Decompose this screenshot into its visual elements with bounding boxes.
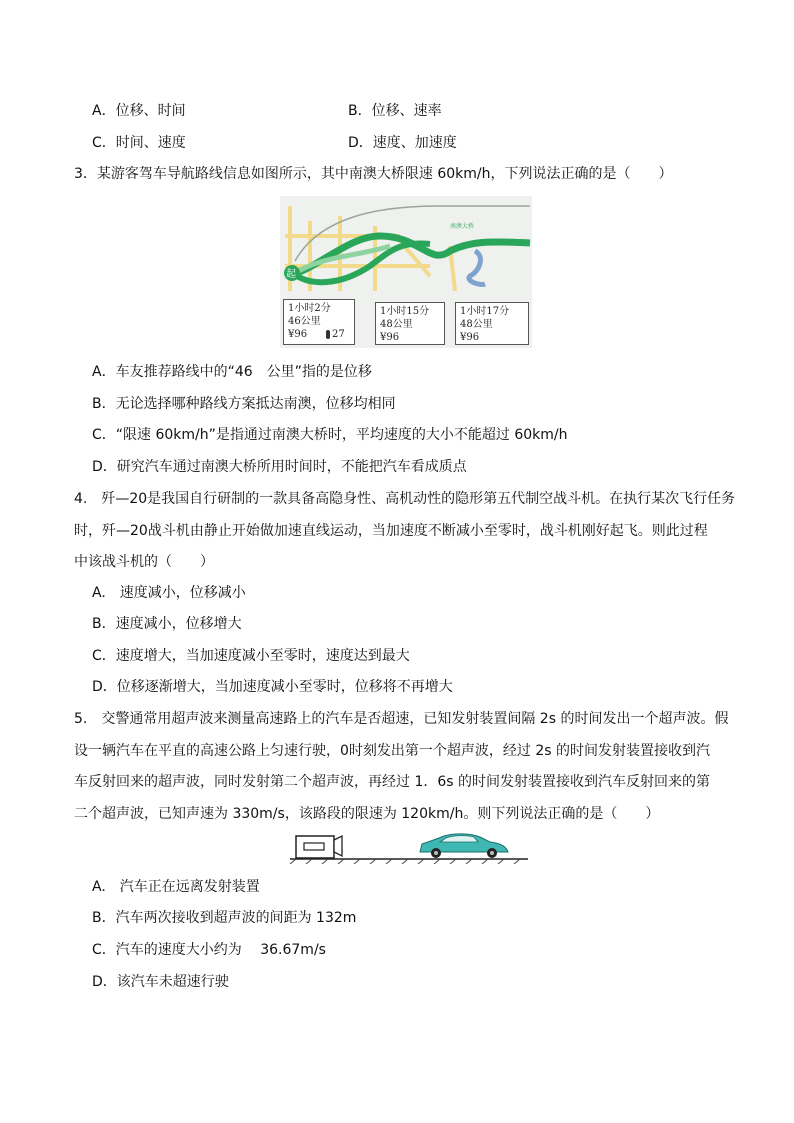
route-1-cost: ¥96 [288, 329, 308, 340]
route-card-2 [375, 302, 445, 345]
q4-option-c: C．速度增大，当加速度减小至零时，速度达到最大 [92, 648, 410, 664]
q2-option-c: C．时间、速度 [92, 135, 186, 151]
q5-stem-line-2: 设一辆汽车在平直的高速公路上匀速行驶，0时刻发出第一个超声波，经过 2s 的时间发射装置接收到汽 [74, 743, 711, 759]
q4-option-b: B．速度减小，位移增大 [92, 616, 242, 632]
q2-option-a: A．位移、时间 [92, 103, 186, 119]
q4-stem-line-3: 中该战斗机的（ ） [74, 554, 214, 570]
q5-option-b: B．汽车两次接收到超声波的间距为 132m [92, 910, 357, 926]
q5-stem-line-4: 二个超声波，已知声速为 330m/s，该路段的限速为 120km/h。则下列说法正确的是（ ） [74, 806, 660, 822]
route-1-time: 1小时2分 [288, 303, 331, 314]
q4-stem-line-1: 4. 歼—20是我国自行研制的一款具备高隐身性、高机动性的隐形第五代制空战斗机。在执行某次飞行任务 [74, 491, 736, 507]
route-3-time: 1小时17分 [460, 306, 510, 317]
q5-stem-line-1: 5. 交警通常用超声波来测量高速路上的汽车是否超速，已知发射装置间隔 2s 的时间发出一个超声波。假 [74, 711, 729, 727]
route-2-distance: 48公里 [380, 319, 413, 330]
bridge-label: 南澳大桥 [450, 223, 475, 230]
route-1-lights: 27 [332, 329, 345, 340]
route-3-cost: ¥96 [460, 332, 480, 343]
q2-option-d: D．速度、加速度 [348, 135, 457, 151]
q5-option-d: D．该汽车未超速行驶 [92, 974, 229, 990]
ultrasonic-car-figure [288, 828, 530, 864]
q2-option-b: B．位移、速率 [348, 103, 442, 119]
q5-option-c: C．汽车的速度大小约为 36.67m/s [92, 942, 326, 958]
traffic-light-icon [326, 330, 330, 339]
q5-option-a: A. 汽车正在远离发射装置 [92, 879, 260, 895]
route-3-distance: 48公里 [460, 319, 493, 330]
q3-stem: 3．某游客驾车导航路线信息如图所示，其中南澳大桥限速 60km/h，下列说法正确的是（ ） [74, 166, 673, 182]
route-2-cost: ¥96 [380, 332, 400, 343]
navigation-map-figure [280, 196, 532, 348]
q3-option-c: C．“限速 60km/h”是指通过南澳大桥时，平均速度的大小不能超过 60km/h [92, 427, 568, 443]
q3-option-b: B．无论选择哪种路线方案抵达南澳，位移均相同 [92, 396, 396, 412]
route-2-time: 1小时15分 [380, 306, 430, 317]
emitter-device-icon [296, 836, 342, 858]
route-card-1 [283, 299, 355, 345]
start-label: 起 [286, 269, 296, 280]
route-card-3 [455, 302, 529, 345]
q3-option-a: A．车友推荐路线中的“46 公里”指的是位移 [92, 364, 372, 380]
q4-option-a: A. 速度减小，位移减小 [92, 585, 246, 601]
route-1-distance: 46公里 [288, 316, 321, 327]
car-icon [420, 834, 508, 858]
q5-stem-line-3: 车反射回来的超声波，同时发射第二个超声波，再经过 1．6s 的时间发射装置接收到汽车反射回来的第 [74, 774, 711, 790]
ultrasonic-car-drawing [288, 828, 530, 864]
q4-option-d: D．位移逐渐增大，当加速度减小至零时，位移将不再增大 [92, 679, 453, 695]
q4-stem-line-2: 时，歼—20战斗机由静止开始做加速直线运动，当加速度不断减小至零时，战斗机刚好起飞。则此过程 [74, 523, 708, 539]
q3-option-d: D．研究汽车通过南澳大桥所用时间时，不能把汽车看成质点 [92, 459, 467, 475]
